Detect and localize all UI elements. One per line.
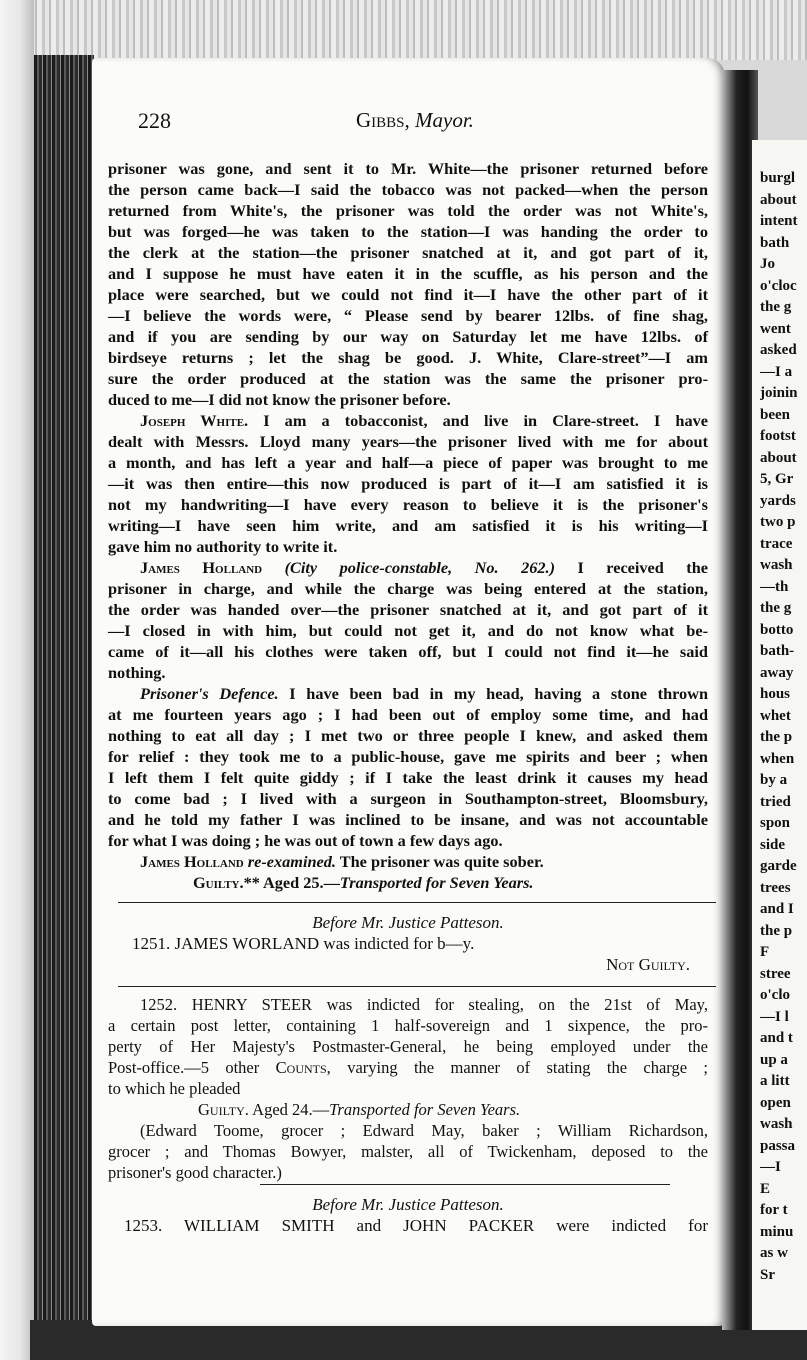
right-page-fragment: 5, Gr <box>760 471 794 487</box>
holland-testimony <box>108 578 708 683</box>
case-1253-section <box>108 1194 708 1236</box>
case-1252-plea: to which he pleaded <box>108 1079 241 1098</box>
case-1253: 1253. WILLIAM SMITH and JOHN PACKER were indicted for <box>124 1216 708 1235</box>
right-page-fragment: footst <box>760 428 796 444</box>
text-line: —I believe the words were, “ Please send by bearer 12lbs. of fine shag, <box>108 306 708 325</box>
right-page-fragment: and t <box>760 1030 793 1046</box>
right-page-fragment: Sr <box>760 1266 775 1283</box>
text-line: a month, and has left a year and half—a piece of paper was brought to me <box>108 453 708 472</box>
text-line: for relief : they took me to a public-house, gave me spirits and beer ; when <box>108 747 708 766</box>
right-page-fragment: garde <box>760 858 797 874</box>
right-page-fragment: hous <box>760 686 791 702</box>
white-testimony-first: Joseph White. I am a tobacconist, and live in Clare-street. I have <box>140 411 708 430</box>
text-line: returned from White's, the prisoner was told the order was not White's, <box>108 201 708 220</box>
case-1252-section <box>108 994 708 1183</box>
right-page-fragment: went <box>760 320 791 337</box>
right-page-fragment: stree <box>760 965 791 982</box>
text-line: prisoner's good character.) <box>108 1163 282 1182</box>
case-1252-verdict: Guilty. Aged 24.—Transported for Seven Years. <box>198 1100 521 1119</box>
case-1252-line4: Post-office.—5 other Counts, varying the manner of stating the charge ; <box>108 1058 709 1077</box>
text-line: I left them I felt quite giddy ; if I take the least drink it causes my head <box>108 768 708 787</box>
text-line: writing—I have seen him write, and am satisfied it is his writing—I <box>108 516 708 535</box>
text-line: to come bad ; I lived with a surgeon in Southampton-street, Bloomsbury, <box>108 789 708 808</box>
right-page-fragment: side <box>760 836 786 853</box>
right-page-fragment: botto <box>760 621 794 638</box>
text-line: gave him no authority to write it. <box>108 537 338 556</box>
right-page-fragment: passa <box>760 1137 796 1154</box>
right-page-fragment: —I <box>760 1159 781 1175</box>
right-page-fragment: yards <box>760 492 796 509</box>
text-line: and he told my father I was inclined to be insane, and was not accountable <box>108 810 708 829</box>
text-line: for what I was doing ; he was out of town a few days ago. <box>108 831 503 850</box>
right-page-fragment: open <box>760 1094 791 1111</box>
right-page-fragment: by a <box>760 772 788 788</box>
right-page-fragment: joinin <box>760 385 798 401</box>
judge-heading: Before Mr. Justice Patteson. <box>312 1195 504 1214</box>
text-line: and if you are sending by our way on Saturday let me have 12lbs. of <box>108 327 708 346</box>
text-line: the order was handed over—the prisoner snatched at it, and got part of it <box>108 600 708 619</box>
text-line: 1252. HENRY STEER was indicted for stealing, on the 21st of May, <box>140 995 708 1014</box>
text-line: but was forged—he was taken to the station—I was handing the order to <box>108 222 708 241</box>
text-line: prisoner was gone, and sent it to Mr. White—the prisoner returned before <box>108 159 708 178</box>
right-page-fragment: as w <box>760 1245 788 1261</box>
case-1251-verdict: Not Guilty. <box>606 955 690 974</box>
right-page-fragment: E <box>760 1180 771 1197</box>
scan-top-edge <box>0 0 807 60</box>
verdict-1250: Guilty.** Aged 25.—Transported for Seven Years. <box>193 873 534 892</box>
section-rule <box>118 902 716 903</box>
main-text <box>108 158 708 893</box>
right-page-fragment: up a <box>760 1051 788 1068</box>
book-bottom-edge <box>30 1320 807 1360</box>
right-page-fragment: and I <box>760 901 794 917</box>
white-testimony <box>108 431 708 557</box>
section-rule <box>260 1184 670 1185</box>
section-rule <box>118 986 716 987</box>
text-line: duced to me—I did not know the prisoner before. <box>108 390 451 409</box>
right-page-fragment: the g <box>760 299 792 315</box>
text-line: —it was then entire—this now produced is part of it—I am satisfied it is <box>108 474 708 493</box>
text-line: the clerk at the station—the prisoner snatched at it, and got part of it, <box>108 243 708 262</box>
right-page-fragment: the p <box>760 729 793 745</box>
text-line: birdseye returns ; let the shag be good. J. White, Clare-street”—I am <box>108 348 708 367</box>
right-page-fragment: bath- <box>760 643 795 659</box>
right-page-fragment: whet <box>760 707 791 724</box>
text-line: at me fourteen years ago ; I had been out of employ some time, and had <box>108 705 708 724</box>
right-page-fragment: burgl <box>760 170 796 186</box>
right-page-fragment: F <box>760 944 770 960</box>
right-page-fragment: trees <box>760 879 791 896</box>
character-witnesses <box>108 1120 708 1183</box>
right-page-fragment: wash <box>760 557 793 573</box>
text-line: —I closed in with him, but could not get it, and do not know what be- <box>108 621 708 640</box>
testimony-continued <box>108 158 708 410</box>
text-line: grocer ; and Thomas Bowyer, malster, all of Twickenham, deposed to the <box>108 1142 708 1161</box>
page-header <box>138 108 608 138</box>
right-page-fragment: for t <box>760 1202 788 1218</box>
right-page-fragment: a litt <box>760 1073 790 1089</box>
text-line: perty of Her Majesty's Postmaster-General, he being employed under the <box>108 1037 708 1056</box>
running-head: Gibbs, Mayor. <box>356 108 474 132</box>
text-line: sure the order produced at the station was the same the prisoner pro- <box>108 369 708 388</box>
right-page-fragment: —I l <box>760 1008 789 1025</box>
right-page-fragment: the p <box>760 922 793 939</box>
text-line: not my handwriting—I have every reason to believe it is the prisoner's <box>108 495 708 514</box>
text-line: a certain post letter, containing 1 half-sovereign and 1 sixpence, the pro- <box>108 1016 708 1035</box>
right-page-fragment: intent <box>760 213 798 229</box>
right-page-fragment: about <box>760 449 797 466</box>
case-1252-indictment <box>108 994 708 1057</box>
text-line: place were searched, but we could not find it—I have the other part of it <box>108 285 708 304</box>
text-line: dealt with Messrs. Lloyd many years—the prisoner lived with me for about <box>108 432 708 451</box>
right-page-fragment: the g <box>760 600 792 616</box>
right-page-fragment: o'cloc <box>760 277 797 294</box>
text-line: (Edward Toome, grocer ; Edward May, baker ; William Richardson, <box>140 1121 708 1140</box>
right-page-fragment: wash <box>760 1116 793 1132</box>
right-page-fragment: bath <box>760 234 790 251</box>
case-1251: 1251. JAMES WORLAND was indicted for b—y. <box>132 934 475 953</box>
prisoner-defence <box>108 704 708 851</box>
scan-left-margin <box>0 0 34 1360</box>
right-page-fragment: —I a <box>760 363 793 380</box>
right-page-fragment: —th <box>760 578 789 595</box>
text-line: and I suppose he must have eaten it in the scuffle, as his person and the <box>108 264 708 283</box>
page-number: 228 <box>138 108 171 133</box>
judge-heading: Before Mr. Justice Patteson. <box>312 913 504 932</box>
right-page-fragment: two p <box>760 514 796 530</box>
right-page-fragment: minu <box>760 1223 794 1240</box>
right-page-fragment: about <box>760 191 797 208</box>
defence-first: Prisoner's Defence. I have been bad in my head, having a stone thrown <box>140 684 709 703</box>
book-page-edges <box>34 55 94 1345</box>
text-line: came of it—all his clothes were taken off, but I could not find it—he said <box>108 642 708 661</box>
text-line: prisoner in charge, and while the charge was being entered at the station, <box>108 579 708 598</box>
right-page-fragment: tried <box>760 793 791 810</box>
text-line: the person came back—I said the tobacco was not packed—when the person <box>108 180 708 199</box>
case-1251-section <box>108 912 708 975</box>
text-line: nothing. <box>108 663 166 682</box>
right-page-fragment: when <box>760 750 795 767</box>
right-page-fragment: away <box>760 664 794 681</box>
reexamination: James Holland re-examined. The prisoner was quite sober. <box>140 852 544 871</box>
right-page-fragment: Jo <box>760 256 775 272</box>
right-page-fragment: o'clo <box>760 987 790 1003</box>
right-page-fragment: been <box>760 406 790 423</box>
right-page-fragment: spon <box>760 815 791 831</box>
right-page-fragment: asked <box>760 342 797 358</box>
right-page-fragment: trace <box>760 535 793 552</box>
text-line: nothing to eat all day ; I met two or three people I knew, and asked them <box>108 726 708 745</box>
holland-testimony-first: James Holland (City police-constable, No. 262.) I received the <box>140 558 709 577</box>
right-page-fragments <box>760 168 807 1286</box>
